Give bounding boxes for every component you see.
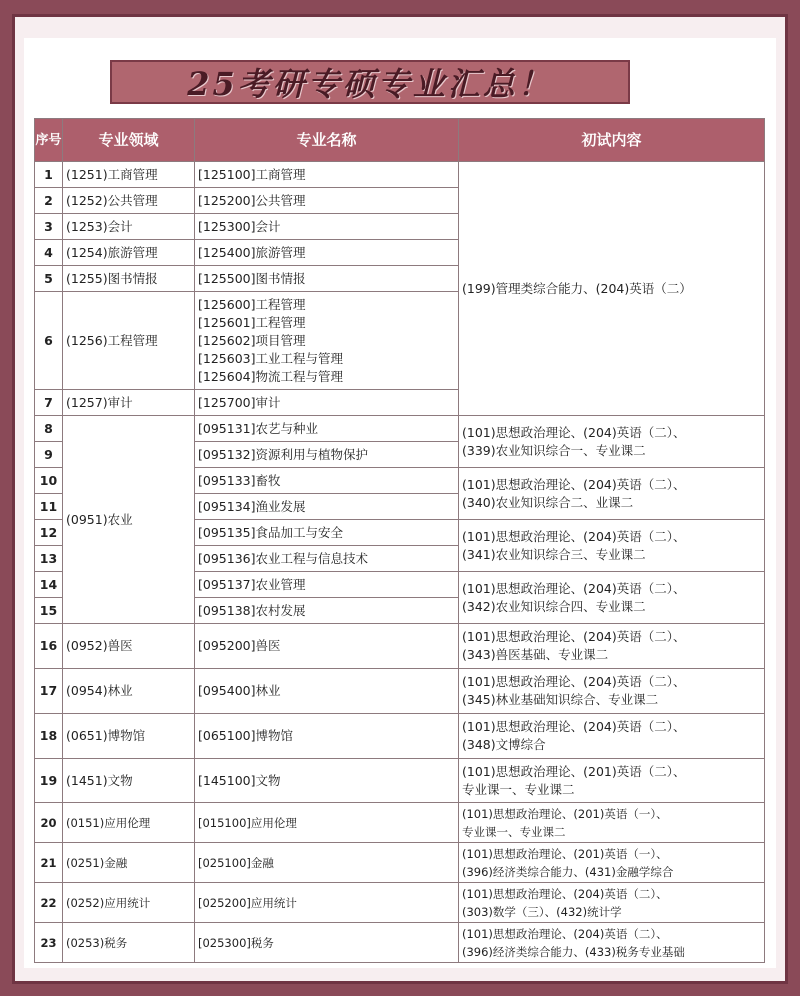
major-cell-multi [195, 292, 459, 390]
row-index: 21 [35, 843, 63, 883]
header-field: 专业领域 [63, 119, 195, 162]
table-row [35, 803, 765, 843]
exam-line: (340)农业知识综合二、业课二 [462, 494, 634, 510]
exam-line: (101)思想政治理论、(204)英语（二）、 [462, 674, 686, 689]
exam-line: 专业课一、专业课二 [462, 781, 575, 797]
exam-line: (343)兽医基础、专业课二 [462, 647, 609, 662]
major-cell: [095132]资源利用与植物保护 [195, 442, 459, 468]
exam-line: (101)思想政治理论、(204)英语（二）、 [462, 926, 668, 941]
exam-cell: (199)管理类综合能力、(204)英语（二） [459, 162, 765, 416]
major-cell: [125700]审计 [195, 390, 459, 416]
major-cell: [125500]图书情报 [195, 266, 459, 292]
row-index: 5 [35, 266, 63, 292]
major-cell: [095137]农业管理 [195, 572, 459, 598]
field-cell: (1257)审计 [63, 390, 195, 416]
exam-line: (341)农业知识综合三、专业课二 [462, 546, 646, 562]
exam-cell [459, 624, 765, 669]
exam-line: (101)思想政治理论、(204)英语（二）、 [462, 629, 686, 644]
major-line: [125604]物流工程与管理 [198, 368, 343, 384]
table-row [35, 624, 765, 669]
field-cell: (1251)工商管理 [63, 162, 195, 188]
row-index: 18 [35, 714, 63, 759]
exam-cell [459, 669, 765, 714]
field-cell: (1253)会计 [63, 214, 195, 240]
exam-line: (101)思想政治理论、(204)英语（二）、 [462, 886, 668, 901]
row-index: 6 [35, 292, 63, 390]
field-cell: (0251)金融 [63, 843, 195, 883]
table-row [35, 416, 765, 442]
exam-cell [459, 714, 765, 759]
major-cell: [025300]税务 [195, 923, 459, 963]
exam-line: (101)思想政治理论、(201)英语（一）、 [462, 846, 668, 861]
exam-cell [459, 923, 765, 963]
field-cell: (1252)公共管理 [63, 188, 195, 214]
major-cell: [095134]渔业发展 [195, 494, 459, 520]
major-line: [125601]工程管理 [198, 314, 306, 330]
exam-line: (396)经济类综合能力、(433)税务专业基础 [462, 944, 685, 959]
major-cell: [065100]博物馆 [195, 714, 459, 759]
row-index: 4 [35, 240, 63, 266]
exam-line: (348)文博综合 [462, 737, 546, 752]
table-row [35, 883, 765, 923]
exam-line: (101)思想政治理论、(204)英语（二）、 [462, 424, 686, 440]
exam-cell [459, 843, 765, 883]
exam-cell [459, 468, 765, 520]
field-cell: (1254)旅游管理 [63, 240, 195, 266]
exam-line: (339)农业知识综合一、专业课二 [462, 442, 646, 458]
field-cell: (0151)应用伦理 [63, 803, 195, 843]
major-cell: [095131]农艺与种业 [195, 416, 459, 442]
header-major: 专业名称 [195, 119, 459, 162]
row-index: 20 [35, 803, 63, 843]
exam-line: (101)思想政治理论、(204)英语（二）、 [462, 476, 686, 492]
exam-line: (101)思想政治理论、(204)英语（二）、 [462, 719, 686, 734]
exam-line: (101)思想政治理论、(204)英语（二）、 [462, 580, 686, 596]
exam-cell [459, 759, 765, 803]
exam-line: (101)思想政治理论、(201)英语（一）、 [462, 806, 668, 821]
major-cell: [145100]文物 [195, 759, 459, 803]
major-cell: [095400]林业 [195, 669, 459, 714]
exam-cell [459, 572, 765, 624]
major-cell: [095135]食品加工与安全 [195, 520, 459, 546]
row-index: 14 [35, 572, 63, 598]
table-row [35, 923, 765, 963]
major-cell: [095136]农业工程与信息技术 [195, 546, 459, 572]
exam-cell [459, 803, 765, 843]
major-cell: [125400]旅游管理 [195, 240, 459, 266]
row-index: 19 [35, 759, 63, 803]
exam-line: (396)经济类综合能力、(431)金融学综合 [462, 864, 674, 879]
major-cell: [125300]会计 [195, 214, 459, 240]
field-cell: (0951)农业 [63, 416, 195, 624]
row-index: 3 [35, 214, 63, 240]
field-cell: (1256)工程管理 [63, 292, 195, 390]
majors-table [34, 118, 765, 963]
row-index: 11 [35, 494, 63, 520]
row-index: 15 [35, 598, 63, 624]
exam-cell [459, 883, 765, 923]
field-cell: (1255)图书情报 [63, 266, 195, 292]
field-cell: (1451)文物 [63, 759, 195, 803]
major-cell: [095133]畜牧 [195, 468, 459, 494]
major-cell: [015100]应用伦理 [195, 803, 459, 843]
exam-line: (101)思想政治理论、(201)英语（二）、 [462, 763, 686, 779]
row-index: 1 [35, 162, 63, 188]
title-banner [110, 60, 630, 104]
field-cell: (0952)兽医 [63, 624, 195, 669]
table-row [35, 669, 765, 714]
exam-line: (303)数学（三）、(432)统计学 [462, 904, 622, 919]
table-row [35, 162, 765, 188]
table-row [35, 843, 765, 883]
row-index: 12 [35, 520, 63, 546]
header-exam: 初试内容 [459, 119, 765, 162]
major-cell: [125100]工商管理 [195, 162, 459, 188]
major-line: [125600]工程管理 [198, 296, 306, 312]
row-index: 10 [35, 468, 63, 494]
exam-line: (101)思想政治理论、(204)英语（二）、 [462, 528, 686, 544]
row-index: 13 [35, 546, 63, 572]
exam-cell [459, 520, 765, 572]
major-line: [125603]工业工程与管理 [198, 350, 343, 366]
exam-line: (342)农业知识综合四、专业课二 [462, 598, 646, 614]
field-cell: (0253)税务 [63, 923, 195, 963]
table-row [35, 714, 765, 759]
major-cell: [025100]金融 [195, 843, 459, 883]
major-cell: [125200]公共管理 [195, 188, 459, 214]
major-cell: [095138]农村发展 [195, 598, 459, 624]
row-index: 9 [35, 442, 63, 468]
page-title: 25考研专硕专业汇总！ [187, 65, 553, 103]
major-cell: [025200]应用统计 [195, 883, 459, 923]
major-line: [125602]项目管理 [198, 332, 306, 348]
header-index: 序号 [35, 119, 63, 162]
exam-line: 专业课一、专业课二 [462, 824, 566, 839]
exam-cell [459, 416, 765, 468]
field-cell: (0252)应用统计 [63, 883, 195, 923]
row-index: 16 [35, 624, 63, 669]
row-index: 7 [35, 390, 63, 416]
major-cell: [095200]兽医 [195, 624, 459, 669]
row-index: 8 [35, 416, 63, 442]
field-cell: (0954)林业 [63, 669, 195, 714]
row-index: 23 [35, 923, 63, 963]
row-index: 22 [35, 883, 63, 923]
table-row [35, 759, 765, 803]
exam-line: (345)林业基础知识综合、专业课二 [462, 692, 659, 707]
row-index: 2 [35, 188, 63, 214]
field-cell: (0651)博物馆 [63, 714, 195, 759]
row-index: 17 [35, 669, 63, 714]
